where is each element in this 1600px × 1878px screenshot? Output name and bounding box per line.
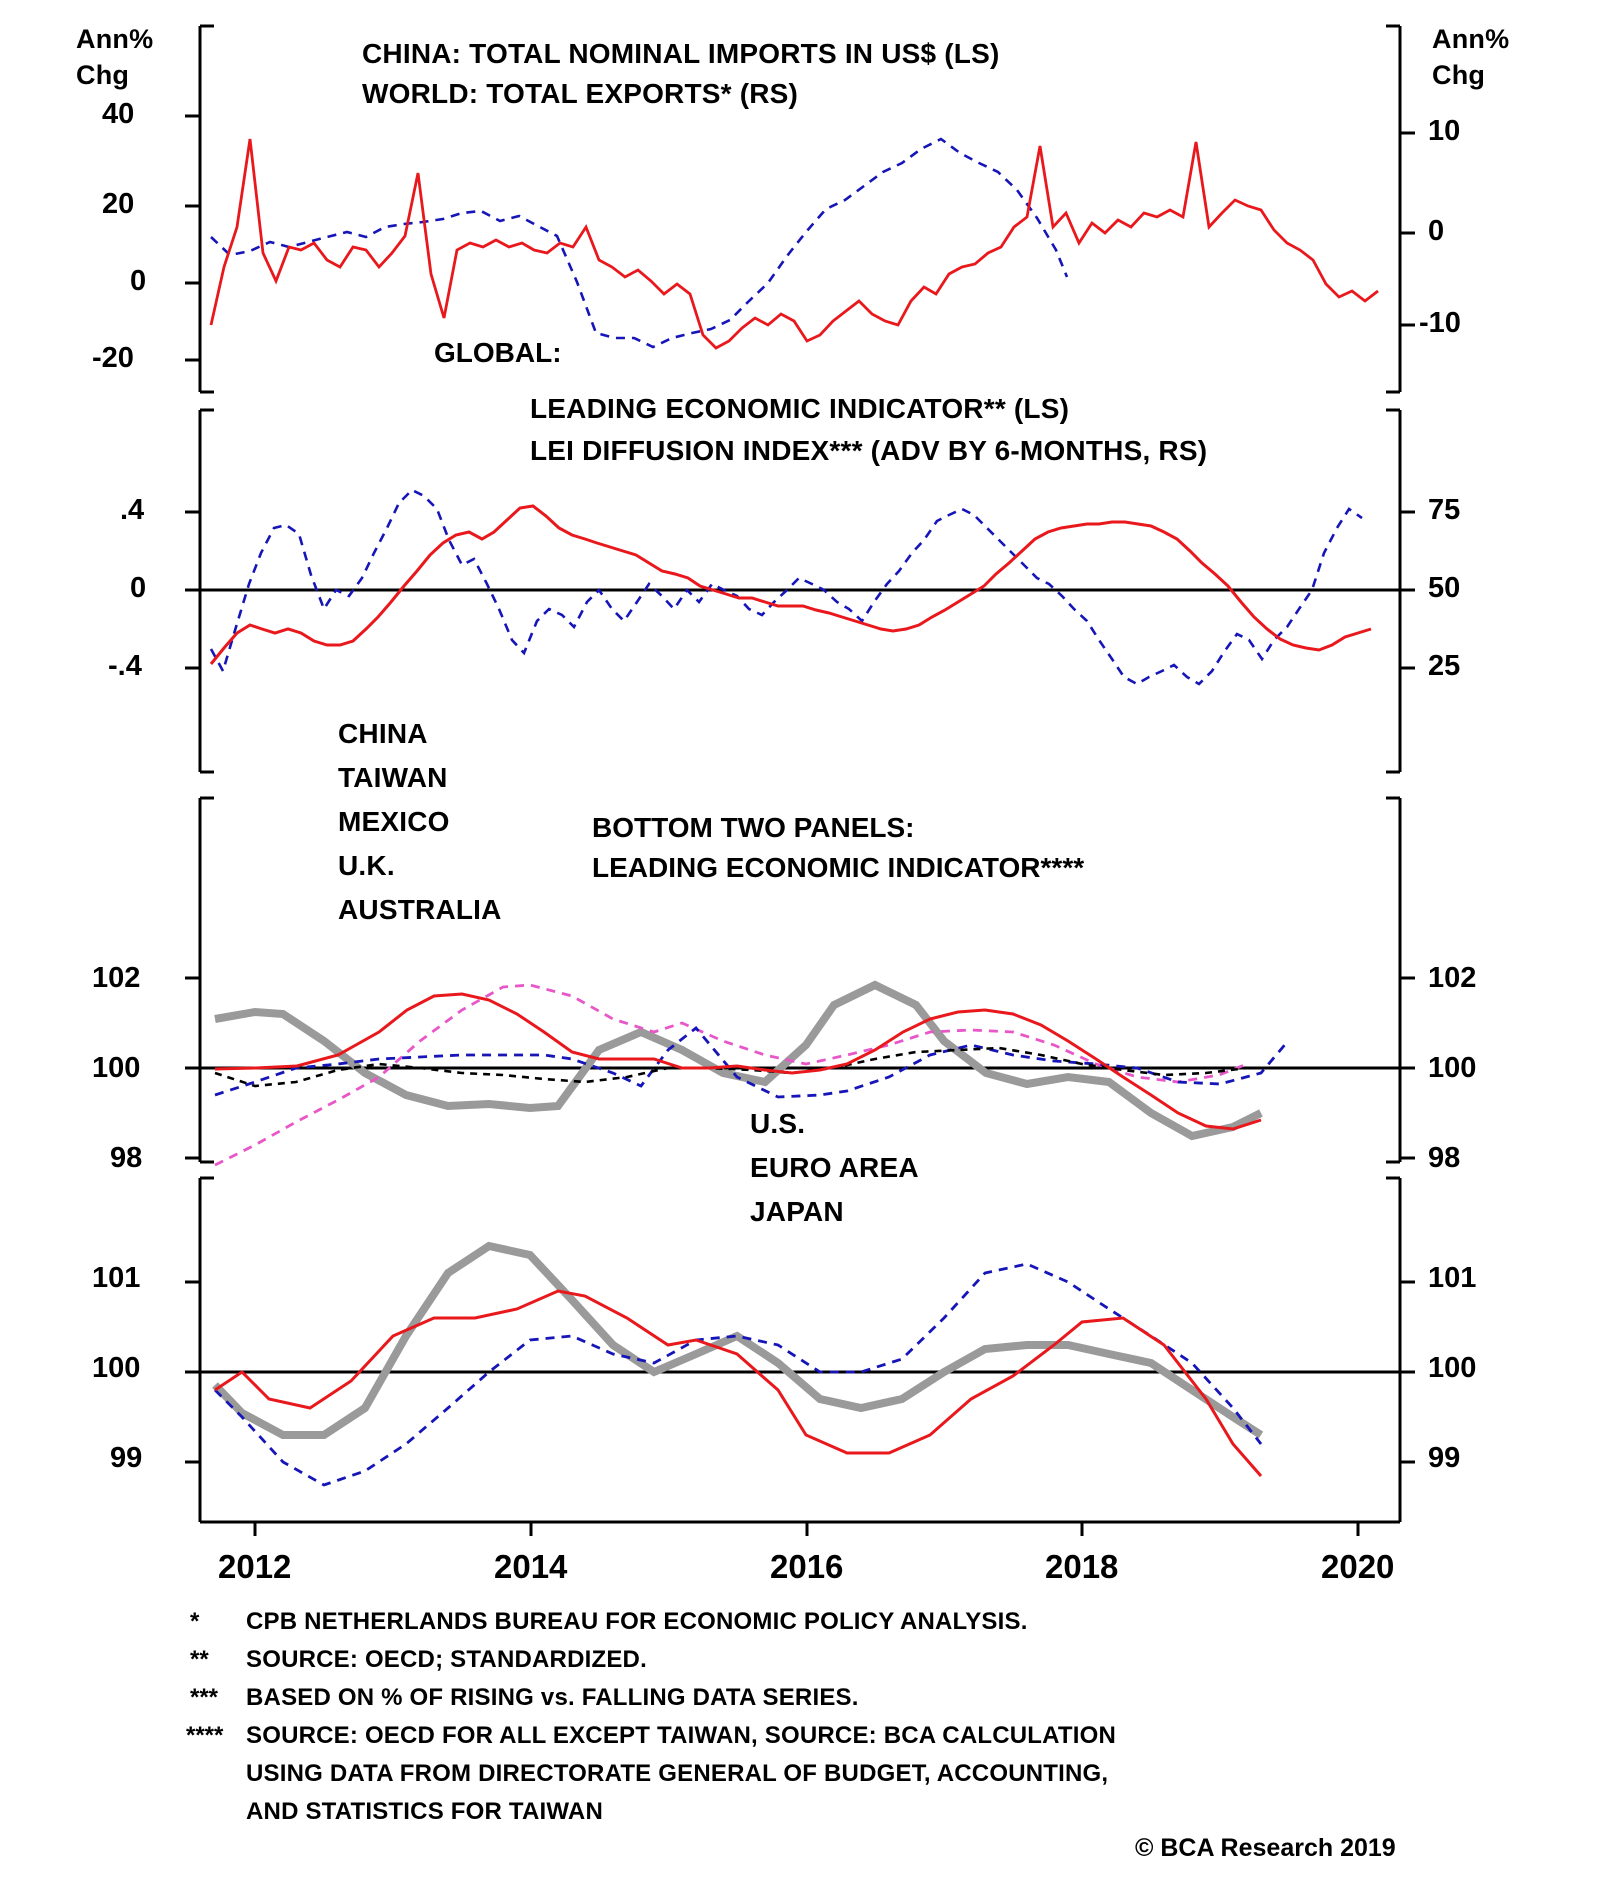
legend-label-world-exports: WORLD: TOTAL EXPORTS* (RS)	[362, 78, 799, 109]
xtick-2018: 2018	[1045, 1548, 1119, 1585]
legend-label-mexico: MEXICO	[338, 806, 450, 837]
panel1-ytick-20: 20	[102, 188, 135, 220]
panel3-header-line1: BOTTOM TWO PANELS:	[592, 812, 915, 843]
footnote-mark-2: **	[190, 1646, 209, 1673]
legend-label-china: CHINA	[338, 718, 428, 749]
panel4-rtick-99: 99	[1428, 1442, 1461, 1474]
legend-label-uk: U.K.	[338, 850, 395, 881]
legend-label-china-imports: CHINA: TOTAL NOMINAL IMPORTS IN US$ (LS)	[362, 38, 1000, 69]
legend-item-us	[660, 1108, 805, 1140]
right-axis-unit-line2: Chg	[1432, 60, 1486, 90]
panel2-ytick-04: .4	[120, 494, 145, 526]
footnote-text-4: SOURCE: OECD FOR ALL EXCEPT TAIWAN, SOURCE: BCA CALCULATION	[246, 1722, 1117, 1749]
footnote-text-6: AND STATISTICS FOR TAIWAN	[246, 1798, 603, 1825]
panel2-ytick-0: 0	[130, 572, 147, 604]
legend-label-euro-area: EURO AREA	[750, 1152, 919, 1183]
panel2-ytick-neg04: -.4	[108, 650, 142, 682]
panel1-rtick-10: 10	[1428, 115, 1461, 147]
footnote-text-2: SOURCE: OECD; STANDARDIZED.	[246, 1646, 647, 1673]
panel3-rtick-102: 102	[1428, 962, 1477, 994]
panel1-ytick-40: 40	[102, 98, 135, 130]
panel4-rtick-100: 100	[1428, 1352, 1477, 1384]
footnote-text-5: USING DATA FROM DIRECTORATE GENERAL OF BUDGET, ACCOUNTING,	[246, 1760, 1109, 1787]
xtick-2016: 2016	[770, 1548, 844, 1585]
footnote-mark-3: ***	[190, 1684, 219, 1711]
panel-global-lei	[0, 400, 1600, 780]
legend-item-world-exports	[272, 78, 798, 110]
right-axis-unit-line1: Ann%	[1432, 24, 1510, 54]
panel4-rtick-101: 101	[1428, 1262, 1477, 1294]
panel-lei-dm	[0, 1170, 1600, 1550]
panel2-rtick-75: 75	[1428, 494, 1461, 526]
panel1-rtick-neg10: -10	[1419, 307, 1461, 339]
panel1-ytick-neg20: -20	[92, 342, 134, 374]
panel4-ytick-100: 100	[92, 1352, 141, 1384]
legend-label-japan: JAPAN	[750, 1196, 844, 1227]
footnote-text-3: BASED ON % OF RISING vs. FALLING DATA SERIES.	[246, 1684, 859, 1711]
legend-item-china-imports	[272, 38, 999, 70]
footnote-mark-1: *	[190, 1608, 200, 1635]
panel3-header-line2: LEADING ECONOMIC INDICATOR****	[592, 852, 1085, 883]
footnote-text-1: CPB NETHERLANDS BUREAU FOR ECONOMIC POLICY ANALYSIS.	[246, 1608, 1028, 1635]
legend-label-global-lei: LEADING ECONOMIC INDICATOR** (LS)	[530, 393, 1070, 424]
panel2-rtick-25: 25	[1428, 650, 1461, 682]
xtick-2020: 2020	[1321, 1548, 1395, 1585]
panel1-rtick-0: 0	[1428, 215, 1445, 247]
legend-label-australia: AUSTRALIA	[338, 894, 502, 925]
legend-label-us: U.S.	[750, 1108, 806, 1139]
panel3-rtick-98: 98	[1428, 1142, 1461, 1174]
panel1-ytick-0: 0	[130, 265, 147, 297]
copyright: © BCA Research 2019	[1135, 1834, 1396, 1862]
panel3-ytick-98: 98	[110, 1142, 143, 1174]
legend-label-taiwan: TAIWAN	[338, 762, 448, 793]
panel4-ytick-99: 99	[110, 1442, 143, 1474]
panel4-ytick-101: 101	[92, 1262, 141, 1294]
panel3-rtick-100: 100	[1428, 1052, 1477, 1084]
left-axis-unit-line1: Ann%	[76, 24, 154, 54]
legend-item-china	[248, 718, 428, 750]
legend-label-lei-diffusion: LEI DIFFUSION INDEX*** (ADV BY 6-MONTHS, RS)	[530, 435, 1208, 466]
xtick-2014: 2014	[494, 1548, 568, 1585]
xtick-2012: 2012	[218, 1548, 292, 1585]
panel2-rtick-50: 50	[1428, 572, 1461, 604]
panel3-ytick-102: 102	[92, 962, 141, 994]
left-axis-unit-line2: Chg	[76, 60, 130, 90]
panel2-header: GLOBAL:	[434, 337, 562, 368]
panel3-ytick-100: 100	[92, 1052, 141, 1084]
footnote-mark-4: ****	[186, 1722, 224, 1749]
